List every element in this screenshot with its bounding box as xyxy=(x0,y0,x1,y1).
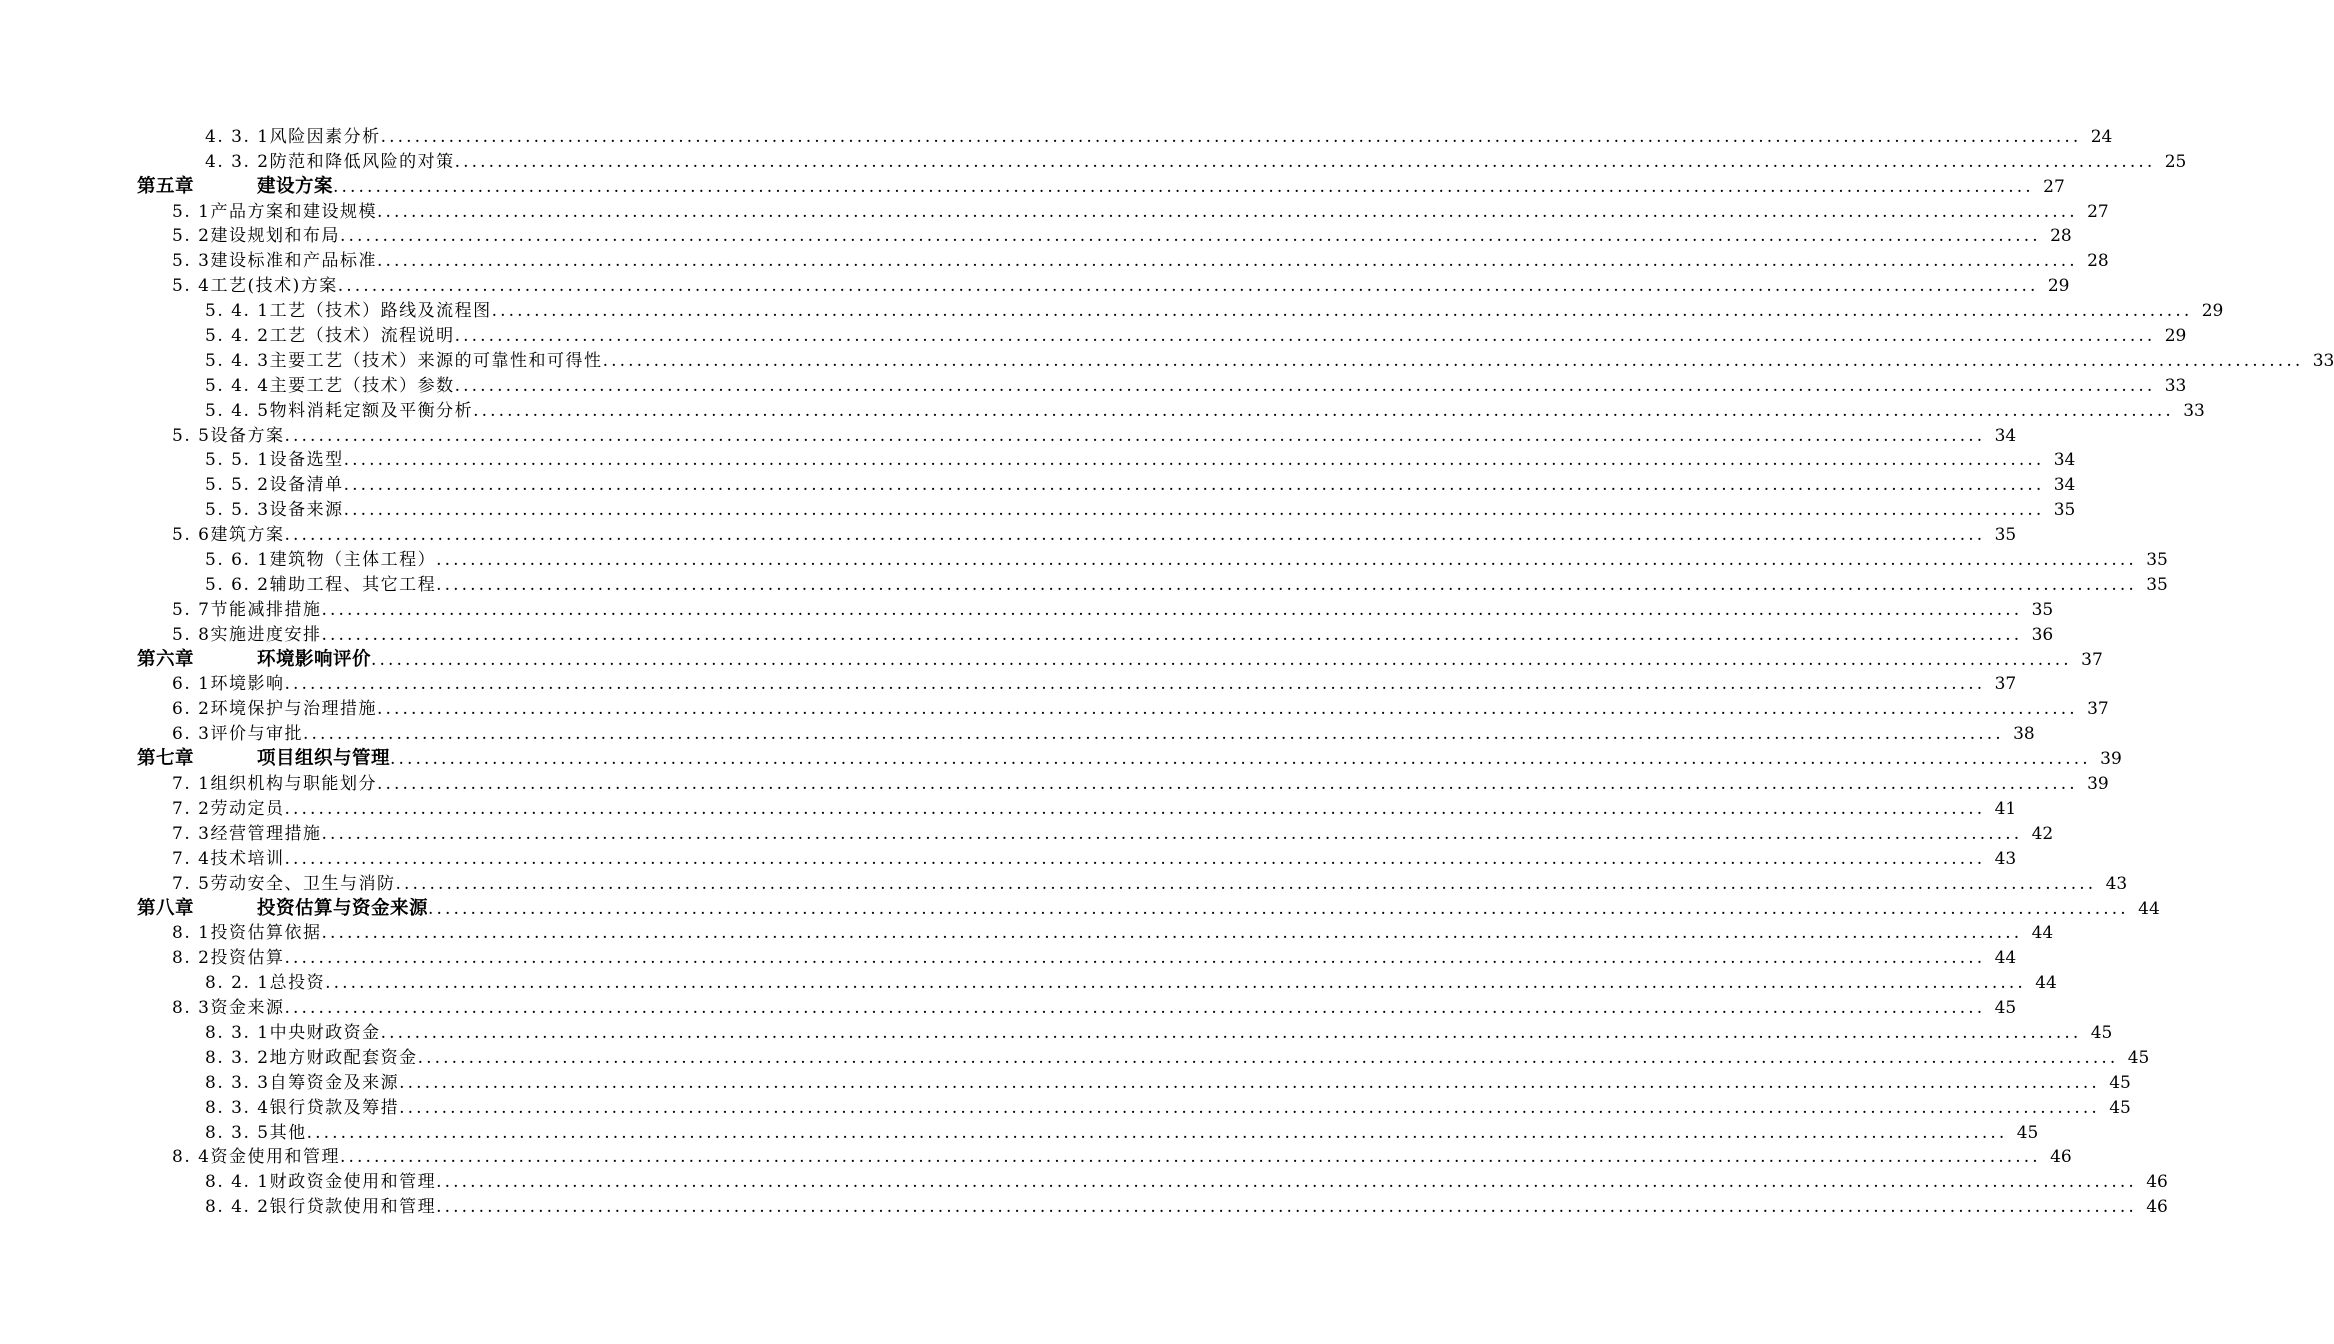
toc-entry-title: 6. 3评价与审批 xyxy=(172,724,303,745)
toc-page-number: 37 xyxy=(1994,674,2017,695)
toc-entry-title: 7. 5劳动安全、卫生与消防 xyxy=(172,873,396,894)
toc-page-number: 44 xyxy=(2031,923,2054,944)
toc-entry[interactable] xyxy=(0,496,2076,521)
dot-leader: ........................................................................................................................................................................................................ xyxy=(602,350,2304,371)
toc-entry-title: 8. 3. 3自筹资金及来源 xyxy=(205,1072,400,1093)
toc-page-number: 38 xyxy=(2013,724,2035,745)
dot-leader: ........................................................................................................................................................................................................ xyxy=(343,450,2045,471)
toc-entry-title: 5. 7节能减排措施 xyxy=(172,599,322,620)
toc-page-number: 33 xyxy=(2164,375,2187,396)
dot-leader: ........................................................................................................................................................................................................ xyxy=(473,400,2174,421)
toc-page-number: 29 xyxy=(2047,276,2070,297)
toc-entry-title: 5. 4. 4主要工艺（技术）参数 xyxy=(205,375,455,396)
toc-entry[interactable] xyxy=(0,447,2076,472)
toc-entry[interactable] xyxy=(0,347,2334,372)
dot-leader: ........................................................................................................................................................................................................ xyxy=(376,201,2078,222)
toc-chapter-entry[interactable] xyxy=(0,895,2160,920)
toc-page-number: 43 xyxy=(2105,873,2128,894)
toc-entry-title: 8. 3. 2地方财政配套资金 xyxy=(205,1047,418,1068)
toc-entry[interactable] xyxy=(0,795,2017,820)
dot-leader: ........................................................................................................................................................................................................ xyxy=(454,151,2156,172)
toc-entry[interactable] xyxy=(0,422,2017,447)
toc-page-number: 29 xyxy=(2164,326,2187,347)
toc-entry-title: 7. 2劳动定员 xyxy=(172,798,285,819)
toc-page-number: 27 xyxy=(2043,176,2065,197)
toc-entry-title: 5. 3建设标准和产品标准 xyxy=(172,251,377,272)
toc-entry[interactable] xyxy=(0,1094,2131,1119)
toc-page-number: 28 xyxy=(2087,251,2109,272)
toc-page-number: 35 xyxy=(2146,574,2168,595)
toc-entry-title: 8. 4. 2银行贷款使用和管理 xyxy=(205,1197,437,1218)
toc-entry-title: 5. 5. 2设备清单 xyxy=(205,475,344,496)
dot-leader: ........................................................................................................................................................................................................ xyxy=(343,475,2045,496)
toc-entry[interactable] xyxy=(0,994,2017,1019)
toc-entry[interactable] xyxy=(0,1069,2131,1094)
toc-entry-title: 8. 3. 1中央财政资金 xyxy=(205,1022,381,1043)
dot-leader: ........................................................................................................................................................................................................ xyxy=(284,848,1986,869)
toc-entry-title: 8. 4资金使用和管理 xyxy=(172,1147,340,1168)
toc-entry[interactable] xyxy=(0,944,2017,969)
toc-entry-title xyxy=(137,749,390,770)
dot-leader: ........................................................................................................................................................................................................ xyxy=(321,923,2023,944)
dot-leader: ........................................................................................................................................................................................................ xyxy=(399,1097,2100,1118)
toc-page-number: 39 xyxy=(2087,774,2109,795)
dot-leader: ........................................................................................................................................................................................................ xyxy=(325,973,2026,994)
dot-leader: ........................................................................................................................................................................................................ xyxy=(321,624,2023,645)
toc-entry-title: 7. 1组织机构与职能划分 xyxy=(172,774,377,795)
toc-page-number: 27 xyxy=(2087,201,2109,222)
toc-entry[interactable] xyxy=(0,920,2054,945)
toc-chapter-title: 项目组织与管理 xyxy=(257,748,391,770)
toc-page-number: 33 xyxy=(2312,350,2334,371)
toc-entry[interactable] xyxy=(0,123,2113,148)
toc-entry-title: 5. 6建筑方案 xyxy=(172,525,285,546)
dot-leader: ........................................................................................................................................................................................................ xyxy=(376,774,2078,795)
dot-leader: ........................................................................................................................................................................................................ xyxy=(321,823,2023,844)
toc-page-number: 35 xyxy=(1994,525,2017,546)
dot-leader: ........................................................................................................................................................................................................ xyxy=(371,649,2072,670)
toc-chapter-number: 第六章 xyxy=(137,648,195,670)
toc-entry[interactable] xyxy=(0,223,2072,248)
toc-entry-title: 5. 2建设规划和布局 xyxy=(172,226,340,247)
toc-chapter-title: 建设方案 xyxy=(257,175,334,197)
toc-page-number: 45 xyxy=(2090,1022,2113,1043)
toc-page-number: 43 xyxy=(1994,848,2017,869)
toc-page-number: 34 xyxy=(2053,475,2076,496)
toc-entry-title: 8. 4. 1财政资金使用和管理 xyxy=(205,1172,437,1193)
toc-entry-title: 8. 2投资估算 xyxy=(172,948,285,969)
toc-entry[interactable] xyxy=(0,297,2224,322)
dot-leader: ........................................................................................................................................................................................................ xyxy=(380,126,2082,147)
toc-entry-title: 5. 1产品方案和建设规模 xyxy=(172,201,377,222)
toc-entry[interactable] xyxy=(0,596,2054,621)
toc-entry[interactable] xyxy=(0,521,2017,546)
toc-page-number: 44 xyxy=(1994,948,2017,969)
toc-entry[interactable] xyxy=(0,546,2168,571)
toc-page-number: 33 xyxy=(2183,400,2205,421)
dot-leader: ........................................................................................................................................................................................................ xyxy=(491,301,2193,322)
toc-entry-title: 5. 6. 1建筑物（主体工程） xyxy=(205,550,437,571)
toc-page-number: 35 xyxy=(2031,599,2054,620)
toc-page-number: 45 xyxy=(2109,1097,2131,1118)
toc-entry-title: 5. 8实施进度安排 xyxy=(172,624,322,645)
toc-entry-title: 7. 4技术培训 xyxy=(172,848,285,869)
toc-entry-title: 4. 3. 2防范和降低风险的对策 xyxy=(205,151,455,172)
toc-chapter-title: 环境影响评价 xyxy=(257,648,372,670)
toc-entry[interactable] xyxy=(0,1168,2168,1193)
toc-page-number: 34 xyxy=(2053,450,2076,471)
dot-leader: ........................................................................................................................................................................................................ xyxy=(284,998,1986,1019)
dot-leader: ........................................................................................................................................................................................................ xyxy=(417,1047,2119,1068)
toc-entry[interactable] xyxy=(0,1144,2072,1169)
toc-page-number: 42 xyxy=(2031,823,2054,844)
toc-entry-title: 5. 4. 1工艺（技术）路线及流程图 xyxy=(205,301,492,322)
toc-chapter-entry[interactable] xyxy=(0,745,2122,770)
toc-page-number: 44 xyxy=(2138,898,2160,919)
toc-entry[interactable] xyxy=(0,770,2109,795)
dot-leader: ........................................................................................................................................................................................................ xyxy=(284,425,1986,446)
toc-page-number: 29 xyxy=(2201,301,2224,322)
toc-page-number: 35 xyxy=(2053,500,2076,521)
dot-leader: ........................................................................................................................................................................................................ xyxy=(399,1072,2100,1093)
toc-entry-title: 6. 1环境影响 xyxy=(172,674,285,695)
toc-entry[interactable] xyxy=(0,671,2017,696)
toc-entry[interactable] xyxy=(0,471,2076,496)
toc-page-number: 46 xyxy=(2146,1197,2168,1218)
toc-entry-title: 5. 4工艺(技术)方案 xyxy=(172,276,338,297)
dot-leader: ........................................................................................................................................................................................................ xyxy=(380,1022,2082,1043)
toc-entry-title: 5. 4. 3主要工艺（技术）来源的可靠性和可得性 xyxy=(205,350,603,371)
toc-entry[interactable] xyxy=(0,1044,2150,1069)
dot-leader: ........................................................................................................................................................................................................ xyxy=(302,724,2004,745)
dot-leader: ........................................................................................................................................................................................................ xyxy=(376,251,2078,272)
toc-entry[interactable] xyxy=(0,272,2070,297)
toc-entry[interactable] xyxy=(0,621,2054,646)
toc-chapter-number: 第七章 xyxy=(137,748,195,770)
toc-chapter-number: 第五章 xyxy=(137,175,195,197)
toc-page-number: 28 xyxy=(2050,226,2072,247)
toc-entry-title: 8. 3. 4银行贷款及筹措 xyxy=(205,1097,400,1118)
dot-leader: ........................................................................................................................................................................................................ xyxy=(339,1147,2041,1168)
toc-entry[interactable] xyxy=(0,969,2057,994)
toc-page-number: 25 xyxy=(2164,151,2187,172)
toc-page-number: 24 xyxy=(2090,126,2113,147)
toc-entry-title xyxy=(137,177,333,198)
toc-page-number: 46 xyxy=(2146,1172,2168,1193)
toc-entry[interactable] xyxy=(0,198,2109,223)
toc-entry[interactable] xyxy=(0,870,2128,895)
toc-entry-title: 5. 4. 5物料消耗定额及平衡分析 xyxy=(205,400,474,421)
toc-entry-title: 8. 3. 5其他 xyxy=(205,1122,307,1143)
dot-leader: ........................................................................................................................................................................................................ xyxy=(306,1122,2008,1143)
toc-entry[interactable] xyxy=(0,247,2109,272)
toc-page-number: 45 xyxy=(2016,1122,2039,1143)
toc-entry-title: 5. 5. 3设备来源 xyxy=(205,500,344,521)
toc-page-number: 34 xyxy=(1994,425,2017,446)
toc-entry[interactable] xyxy=(0,695,2109,720)
toc-entry-title: 4. 3. 1风险因素分析 xyxy=(205,126,381,147)
toc-entry-title: 5. 5. 1设备选型 xyxy=(205,450,344,471)
toc-entry-title: 5. 5设备方案 xyxy=(172,425,285,446)
toc-entry-title: 6. 2环境保护与治理措施 xyxy=(172,699,377,720)
toc-entry-title: 8. 3资金来源 xyxy=(172,998,285,1019)
toc-page-number: 37 xyxy=(2087,699,2109,720)
toc-entry[interactable] xyxy=(0,372,2187,397)
dot-leader: ........................................................................................................................................................................................................ xyxy=(333,176,2034,197)
toc-page-number: 45 xyxy=(2109,1072,2131,1093)
toc-page-number: 41 xyxy=(1994,798,2017,819)
toc-entry[interactable] xyxy=(0,1193,2168,1218)
toc-page-number: 46 xyxy=(2050,1147,2072,1168)
dot-leader: ........................................................................................................................................................................................................ xyxy=(284,525,1986,546)
toc-entry[interactable] xyxy=(0,845,2017,870)
toc-entry-title: 7. 3经营管理措施 xyxy=(172,823,322,844)
dot-leader: ........................................................................................................................................................................................................ xyxy=(454,326,2156,347)
dot-leader: ........................................................................................................................................................................................................ xyxy=(428,898,2129,919)
dot-leader: ........................................................................................................................................................................................................ xyxy=(454,375,2156,396)
toc-entry[interactable] xyxy=(0,322,2187,347)
dot-leader: ........................................................................................................................................................................................................ xyxy=(337,276,2039,297)
table-of-contents xyxy=(0,123,2334,1218)
dot-leader: ........................................................................................................................................................................................................ xyxy=(376,699,2078,720)
toc-chapter-number: 第八章 xyxy=(137,897,195,919)
toc-entry-title: 5. 4. 2工艺（技术）流程说明 xyxy=(205,326,455,347)
toc-entry-title: 5. 6. 2辅助工程、其它工程 xyxy=(205,574,437,595)
toc-page-number: 45 xyxy=(2127,1047,2150,1068)
toc-page-number: 36 xyxy=(2031,624,2054,645)
toc-entry[interactable] xyxy=(0,397,2205,422)
toc-chapter-title: 投资估算与资金来源 xyxy=(257,897,429,919)
toc-page-number: 45 xyxy=(1994,998,2017,1019)
dot-leader: ........................................................................................................................................................................................................ xyxy=(436,1172,2137,1193)
dot-leader: ........................................................................................................................................................................................................ xyxy=(436,1197,2137,1218)
toc-page-number: 35 xyxy=(2146,550,2168,571)
toc-page-number: 39 xyxy=(2100,749,2122,770)
dot-leader: ........................................................................................................................................................................................................ xyxy=(343,500,2045,521)
toc-entry[interactable] xyxy=(0,571,2168,596)
dot-leader: ........................................................................................................................................................................................................ xyxy=(284,948,1986,969)
toc-entry[interactable] xyxy=(0,720,2035,745)
toc-entry-title: 8. 2. 1总投资 xyxy=(205,973,326,994)
toc-page-number: 37 xyxy=(2081,649,2103,670)
dot-leader: ........................................................................................................................................................................................................ xyxy=(436,550,2137,571)
toc-entry[interactable] xyxy=(0,1019,2113,1044)
dot-leader: ........................................................................................................................................................................................................ xyxy=(436,574,2137,595)
toc-entry-title xyxy=(137,899,428,920)
toc-entry[interactable] xyxy=(0,820,2054,845)
toc-page-number: 44 xyxy=(2035,973,2057,994)
dot-leader: ........................................................................................................................................................................................................ xyxy=(395,873,2097,894)
dot-leader: ........................................................................................................................................................................................................ xyxy=(339,226,2041,247)
toc-chapter-entry[interactable] xyxy=(0,646,2103,671)
toc-chapter-entry[interactable] xyxy=(0,173,2065,198)
toc-entry[interactable] xyxy=(0,148,2187,173)
dot-leader: ........................................................................................................................................................................................................ xyxy=(284,798,1986,819)
toc-entry[interactable] xyxy=(0,1119,2039,1144)
dot-leader: ........................................................................................................................................................................................................ xyxy=(321,599,2023,620)
dot-leader: ........................................................................................................................................................................................................ xyxy=(284,674,1986,695)
dot-leader: ........................................................................................................................................................................................................ xyxy=(390,749,2091,770)
toc-entry-title: 8. 1投资估算依据 xyxy=(172,923,322,944)
toc-entry-title xyxy=(137,650,371,671)
